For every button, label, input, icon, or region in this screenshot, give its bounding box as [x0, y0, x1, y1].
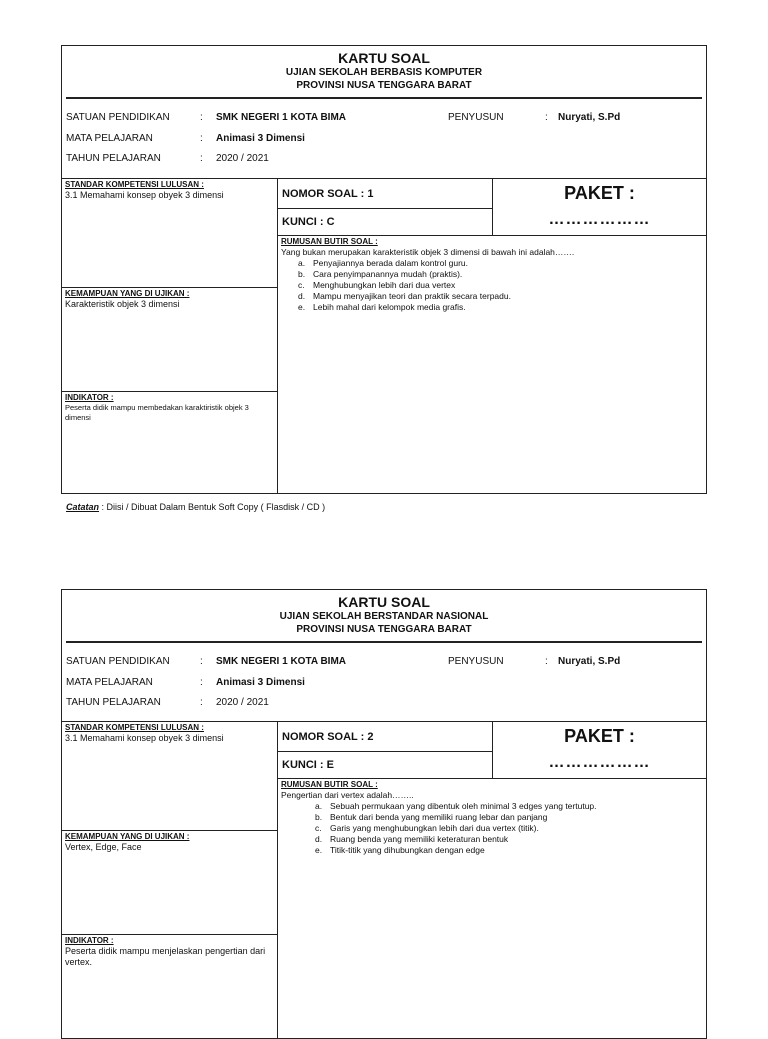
card-subtitle-exam: UJIAN SEKOLAH BERSTANDAR NASIONAL: [279, 611, 489, 622]
paket-box: [493, 179, 706, 235]
skl-title: STANDAR KOMPETENSI LULUSAN :: [65, 180, 204, 189]
indikator-section: [62, 935, 277, 969]
catatan-text: : Diisi / Dibuat Dalam Bentuk Soft Copy ( Flasdisk / CD ): [99, 502, 326, 512]
indikator-text: Peserta didik mampu membedakan karaktiristik objek 3 dimensi: [65, 403, 249, 422]
penyusun-value: Nuryati, S.Pd: [558, 112, 621, 123]
skl-section: [62, 179, 277, 202]
question-text: Yang bukan merupakan karakteristik objek 3 dimensi di bawah ini adalah…….: [281, 247, 575, 257]
skl-title: STANDAR KOMPETENSI LULUSAN :: [65, 723, 204, 732]
indikator-text: Peserta didik mampu menjelaskan pengertian dari vertex.: [65, 946, 266, 967]
nomor-soal: NOMOR SOAL : 2: [277, 722, 493, 752]
tahun-label: TAHUN PELAJARAN: [66, 697, 161, 708]
question-card-2: KARTU SOAL UJIAN SEKOLAH BERSTANDAR NASIONAL PROVINSI NUSA TENGGARA BARAT SATUAN PENDIDIKAN : SMK NEGERI 1 KOTA BIMA PENYUSUN : Nuryati, S.Pd MATA PELAJARAN : Animasi 3 Dimensi TAHUN PELAJARAN : 2020 / 2021 STANDAR KOMPETENSI LULUSAN : 3.1 Memahami konsep obyek 3 dimensi KEMAMPUAN YANG DI UJIKAN : Vertex, Edge, Face INDIKATOR : Peserta didik mampu menjelaskan pengertian dari vertex. NOMOR SOAL : 2 KUNCI : E PAKET : ……………… RUMUSAN BUTIR SOAL : Pengertian dari vertex adalah…….. a. Sebuah permukaan yang dibentuk oleh minimal 3 edges yang tertutup. b. Bentuk dari benda yang memiliki ruang lebar dan panjang c. Garis yang menghubungkan lebih dari dua vertex (titik). d. Ruang benda yang memiliki keteraturan bentuk e. Titik-titik yang dihubungkan dengan edge: [61, 589, 707, 1039]
option-item: c. Menghubungkan lebih dari dua vertex: [298, 280, 456, 290]
kunci-jawaban: KUNCI : C: [277, 209, 493, 235]
competency-column: [62, 722, 278, 1038]
option-item: c. Garis yang menghubungkan lebih dari dua vertex (titik).: [315, 823, 539, 833]
satuan-value: SMK NEGERI 1 KOTA BIMA: [216, 656, 347, 667]
paket-box: [493, 722, 706, 778]
card-title: KARTU SOAL: [338, 50, 430, 66]
question-column: [277, 179, 706, 493]
kunci-jawaban: KUNCI : E: [277, 752, 493, 778]
question-column: [277, 722, 706, 1038]
card-subtitle-exam: UJIAN SEKOLAH BERBASIS KOMPUTER: [285, 67, 483, 78]
penyusun-label: PENYUSUN: [448, 656, 504, 667]
kemampuan-section: [62, 288, 277, 311]
card-subtitle-province: PROVINSI NUSA TENGGARA BARAT: [296, 80, 472, 91]
option-item: b. Bentuk dari benda yang memiliki ruang lebar dan panjang: [315, 812, 548, 822]
card-header: [62, 590, 706, 636]
skl-text: 3.1 Memahami konsep obyek 3 dimensi: [65, 190, 224, 200]
kemampuan-text: Vertex, Edge, Face: [65, 842, 142, 852]
mapel-value: Animasi 3 Dimensi: [216, 677, 305, 688]
indikator-title: INDIKATOR :: [65, 936, 114, 945]
option-item: a. Sebuah permukaan yang dibentuk oleh minimal 3 edges yang tertutup.: [315, 801, 597, 811]
tahun-label: TAHUN PELAJARAN: [66, 153, 161, 164]
satuan-label: SATUAN PENDIDIKAN: [66, 112, 170, 123]
mapel-value: Animasi 3 Dimensi: [216, 133, 305, 144]
penyusun-value: Nuryati, S.Pd: [558, 656, 621, 667]
skl-text: 3.1 Memahami konsep obyek 3 dimensi: [65, 733, 224, 743]
question-text: Pengertian dari vertex adalah……..: [281, 790, 414, 800]
question-grid: [62, 721, 706, 1038]
satuan-label: SATUAN PENDIDIKAN: [66, 656, 170, 667]
question-grid: [62, 178, 706, 493]
option-list: [315, 801, 702, 856]
indikator-section: [62, 392, 277, 424]
skl-section: [62, 722, 277, 745]
tahun-value: 2020 / 2021: [216, 697, 269, 708]
option-list: [298, 258, 702, 313]
card-subtitle-province: PROVINSI NUSA TENGGARA BARAT: [296, 624, 472, 635]
mapel-label: MATA PELAJARAN: [66, 677, 153, 688]
option-item: e. Titik-titik yang dihubungkan dengan edge: [315, 845, 485, 855]
penyusun-label: PENYUSUN: [448, 112, 504, 123]
option-item: d. Mampu menyajikan teori dan praktik secara terpadu.: [298, 291, 511, 301]
kemampuan-title: KEMAMPUAN YANG DI UJIKAN :: [65, 289, 190, 298]
card-header: [62, 46, 706, 92]
catatan-note: [66, 502, 325, 512]
tahun-value: 2020 / 2021: [216, 153, 269, 164]
option-item: d. Ruang benda yang memiliki keteraturan bentuk: [315, 834, 509, 844]
header-divider: [66, 97, 702, 99]
rumusan-section: [277, 778, 706, 857]
rumusan-section: [277, 235, 706, 314]
kemampuan-section: [62, 831, 277, 854]
rumusan-title: RUMUSAN BUTIR SOAL :: [281, 237, 378, 246]
paket-label: PAKET :: [564, 183, 635, 203]
satuan-value: SMK NEGERI 1 KOTA BIMA: [216, 112, 347, 123]
paket-blank: ………………: [548, 211, 651, 228]
question-card-1: KARTU SOAL UJIAN SEKOLAH BERBASIS KOMPUTER PROVINSI NUSA TENGGARA BARAT SATUAN PENDIDIKAN : SMK NEGERI 1 KOTA BIMA PENYUSUN : Nuryati, S.Pd MATA PELAJARAN : Animasi 3 Dimensi TAHUN PELAJARAN : 2020 / 2021 STANDAR KOMPETENSI LULUSAN : 3.1 Memahami konsep obyek 3 dimensi KEMAMPUAN YANG DI UJIKAN : Karakteristik objek 3 dimensi INDIKATOR : Peserta didik mampu membedakan karaktiristik objek 3 dimensi NOMOR SOAL : 1 KUNCI : C PAKET : ……………… RUMUSAN BUTIR SOAL : Yang bukan merupakan karakteristik objek 3 dimensi di bawah ini adalah……. a. Penyajiannya berada dalam kontrol guru. b. Cara penyimpanannya mudah (praktis). c. Menghubungkan lebih dari dua vertex d. Mampu menyajikan teori dan praktik secara terpadu. e. Lebih mahal dari kelompok media grafis.: [61, 45, 707, 494]
indikator-title: INDIKATOR :: [65, 393, 114, 402]
nomor-soal: NOMOR SOAL : 1: [277, 179, 493, 209]
paket-blank: ………………: [548, 754, 651, 771]
kemampuan-text: Karakteristik objek 3 dimensi: [65, 299, 180, 309]
option-item: e. Lebih mahal dari kelompok media grafis.: [298, 302, 466, 312]
kemampuan-title: KEMAMPUAN YANG DI UJIKAN :: [65, 832, 190, 841]
competency-column: [62, 179, 278, 493]
rumusan-title: RUMUSAN BUTIR SOAL :: [281, 780, 378, 789]
mapel-label: MATA PELAJARAN: [66, 133, 153, 144]
card-title: KARTU SOAL: [338, 594, 430, 610]
catatan-label: Catatan: [66, 502, 100, 512]
option-item: b. Cara penyimpanannya mudah (praktis).: [298, 269, 463, 279]
option-item: a. Penyajiannya berada dalam kontrol guru.: [298, 258, 468, 268]
paket-label: PAKET :: [564, 726, 635, 746]
header-divider: [66, 641, 702, 643]
